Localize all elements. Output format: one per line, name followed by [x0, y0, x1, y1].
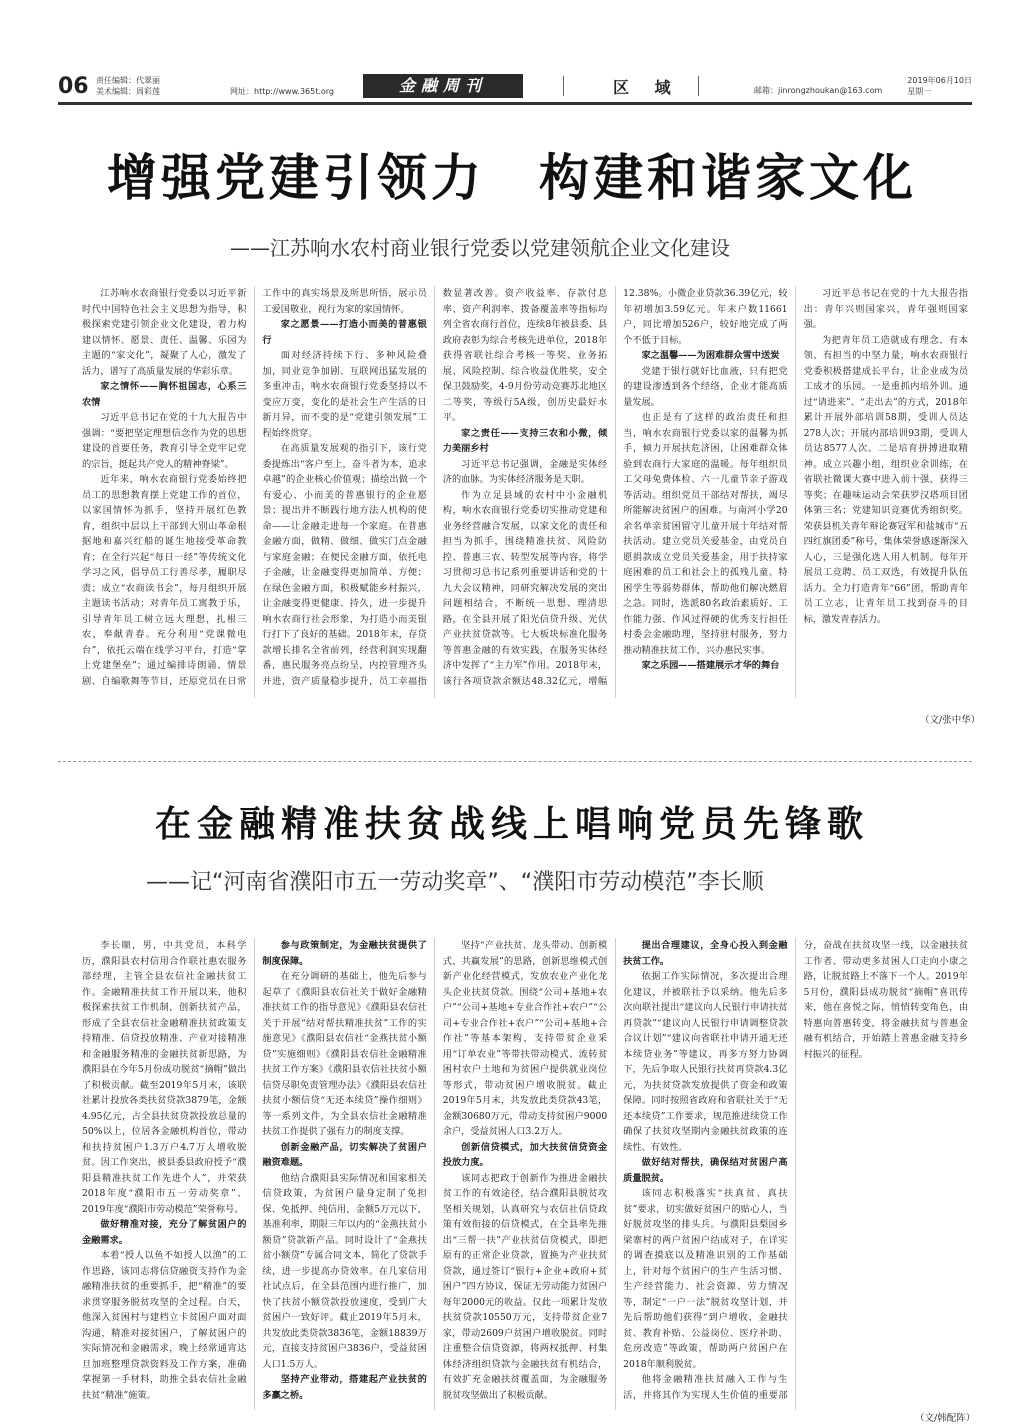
paragraph: 在高质量发展观的指引下，该行党委提炼出“客户至上，奋斗者为本，追求卓越”的企业核心价值观；描绘出做一个有爱心、小而美的普惠银行的企业愿景；提出并不断践行地方法人机构的使命——让金融走进每一个家庭。在普惠金融方面，做精、做细、做实门点金融与家庭金融；在便民金融方面，依托电子金融，让金融变得更加简单、方便；在绿色金融方面，积极赋能乡村振兴，让金融变得更健康、持久，进一步提升响水农商行社会形象，为打造小而美银行打下了良好的基础。2018年末，存贷款增长排名全省前列，经营利润实现翻番，惠民服务亮点纷呈，内控管理齐头并进，资产质量稳步提升，员工幸福指数显著改善。资产收益率、存款付息率、资产利润率、拨备覆盖率等指标均列全省农商行首位，连续8年被县委、县政府表彰为综合考核先进单位，2018年获得省联社综合考核一等奖、业务拓展、风险控制、综合收益优胜奖，安全保卫鼓励奖，4-9月份劳动竞赛苏北地区二等奖，等级行5A级，创历史最好水平。: [262, 288, 608, 687]
section-name: 区 域: [613, 78, 681, 97]
article2-byline: （文/韩配阵）: [915, 1413, 976, 1424]
section-heading: 坚持产业带动，搭建起产业扶贫的多赢之桥。: [262, 1374, 427, 1401]
paragraph: 该同志积极落实“扶真贫、真扶贫”要求，切实做好贫困户的贴心人，当好脱贫攻坚的排头兵。与濮阳县梨园乡梁寨村的两户贫困户结成对子，在详实的调查摸底以及精准识别的工作基础上，针对每个贫困户的生产生活习惯、生产经营能力、社会资源、劳力情况等，制定“一户一法”脱贫攻坚计划，并先后帮助他们获得“到户增收、金融扶贫、教育补贴、公益岗位、医疗补助、危房改造”等政策，帮助两户贫困户在2018年顺利脱贫。: [623, 1188, 788, 1370]
date-text: 2019年06月10日: [907, 76, 972, 85]
paragraph: 也正是有了这样的政治责任和担当，响水农商银行党委以家的温馨为抓手，倾力开展扶危济困，让困难群众体验到农商行大家庭的温暖。每年组织员工父母免费体检、六一儿童节亲子游戏等活动。组织党员干部结对帮扶，竭尽所能解决贫困户的困难。与南河小学20余名单亲贫困留守儿童开展十年结对帮扶活动。建立党员关爱基金，由党员自愿捐款成立党员关爱基金，用于扶持家庭困难的员工和社会上的孤残儿童、特困学生等弱势群体，帮助他们解决燃眉之急。同时，选派80名政治素质好、工作能力强、作风过得硬的优秀支行担任村委会金融助理，坚持驻村服务，努力推动精准扶贫工作，兴办惠民实事。: [623, 412, 788, 656]
section-heading: 做好结对帮扶，确保结对贫困户高质量脱贫。: [623, 1157, 788, 1184]
date-block: [907, 75, 972, 97]
section-heading: 家之愿景——打造小而美的普惠银行: [262, 319, 427, 346]
paragraph: 习近平总书记在党的十九大报告中强调：“要把坚定理想信念作为党的思想建设的首要任务，教育引导全党牢记党的宗旨，挺起共产党人的精神脊梁”。: [82, 412, 247, 470]
paragraph: 党建于银行就好比血液，只有把党的建设渗透到各个经络，企业才能高质量发展。: [623, 365, 788, 408]
section-heading: 参与政策制定，为金融扶贫提供了制度保障。: [262, 940, 427, 967]
paragraph: 习近平总书记在党的十九大报告指出：青年兴则国家兴，青年强则国家强。: [803, 288, 968, 330]
section-heading: 家之责任——支持三农和小微，倾力美丽乡村: [442, 427, 608, 454]
weekday-text: 星期一: [907, 87, 932, 96]
paragraph: 该同志把政于创新作为推进金融扶贫工作的有效途径，结合濮阳县脱贫攻坚相关规划，认真研究与农信社信贷政策有效衔接的信贷模式，在全县率先推出“三帮一扶”产业扶贫信贷模式，即把原有的正常企业贷款，置换为产业扶贫贷款，通过签订“银行+企业+政府+贫困户”四方协议，保证无劳动能力贫困户每年2000元的收益。仅此一项累计发放扶贫贷款10550万元，支持带贫企业7家，带动2609户贫困户增收脱贫。同时注重整合信贷资源，将两权抵押、村集体经济组织贷款与金融扶贫有机结合，有效扩充金融扶贫覆盖面，为金融服务脱贫攻坚做出了积极贡献。: [442, 1172, 608, 1401]
article2-subtitle: ——记“河南省濮阳市五一劳动奖章”、“濮阳市劳动模范”李长顺: [146, 870, 764, 895]
paragraph: 为把青年员工造就成有理念、有本领、有担当的中坚力量，响水农商银行党委积极搭建成长平台，让企业成为员工成才的乐园。一是重抓内培外训。通过“请进来”、“走出去”的方式，2018年累计开展外部培训58期，受训人员达278人次；开展内部培训93期，受训人员达8577人次。二是培育拼搏进取精神。成立兴趣小组，组织业余训练，在省联社微课大赛中进入前十强，获得三等奖；在趣味运动会荣获罗汉塔项目团体第三名；党建知识竞赛优秀组织奖。荣获县机关青年辩论赛冠军和盐城市“五四红旗团委”称号，集体荣誉感逐渐深入人心，三是强化选人用人机制。每年开展员工竞聘、员工双选，有效提升队伍活力。全力打造青年“66”团，帮助青年员工立志，让青年员工找到奋斗的目标，激发青春活力。: [803, 334, 968, 625]
header-divider: [563, 76, 564, 96]
section-heading: 提出合理建议，全身心投入到金融扶贫工作。: [623, 940, 788, 967]
paragraph: 李长顺，男，中共党员，本科学历，濮阳县农村信用合作联社惠农服务部经理，主管全县农信社金融扶贫工作。金融精准扶贫工作开展以来，他积极探索扶贫工作机制，创新扶贫产品，形成了全县农信社金融精准扶贫政策支持精准、信贷投放精准、产业对接精准和金融服务精准的金融扶贫新思路，为濮阳县在今年5月份成功脱贫“摘帽”做出了积极贡献。截至2019年5月末，该联社累计投放各类扶贫贷款3879笔，金额4.95亿元，占全县扶贫贷款投放总量的50%以上，位居各金融机构首位，带动和扶持贫困户1.3万户4.7万人增收脱贫。因工作突出，被县委县政府授予“濮阳县精准扶贫工作先进个人”，并荣获2018年度“濮阳市五一劳动奖章”、2019年度“濮阳市劳动模范”荣誉称号。: [82, 940, 247, 1215]
email-text: 邮箱：jinrongzhoukan@163.com: [754, 86, 883, 95]
section-heading: 创新信贷模式，加大扶贫信贷资金投放力度。: [442, 1141, 608, 1168]
paragraph: 在充分调研的基础上，他先后参与起草了《濮阳县农信社关于做好金融精准扶贫工作的指导意见》《濮阳县农信社关于开展“结对帮扶精准扶贫”工作的实施意见》《濮阳县农信社“金燕扶贫小额贷”实施细则》《濮阳县农信社金融精准扶贫工作方案》《濮阳县农信社扶贫小额信贷尽职免责管理办法》《濮阳县农信社扶贫小额信贷“无还本续贷”操作细则》等一系列文件，为全县农信社金融精准扶贫工作提供了强有力的制度支撑。: [262, 971, 427, 1137]
paragraph: 本着“授人以鱼不如授人以渔”的工作思路，该同志将信贷融资支持作为金融精准扶贫的重要抓手，把“精准”的要求贯穿服务脱贫攻坚的全过程。白天，他深入贫困村与建档立卡贫困户面对面沟通，精准对接贫困户，了解贫困户的实际情况和金融需求，晚上经常通宵达旦加班整理贷款资料及工作方案，准确掌握第一手材料，助推全县农信社金融扶贫“精准”施策。: [82, 1250, 247, 1401]
section-heading: 创新金融产品，切实解决了贫困户融资难题。: [262, 1141, 427, 1168]
paragraph: 作为立足县域的农村中小金融机构，响水农商银行党委切实推动党建和业务经营融合发展，以家文化的责任和担当为抓手，围绕精准扶贫、风险防控、普惠三农、转型发展等内容，将学习贯彻习总书记系列重要讲话和党的十九大会议精神，同研究解决发展的突出问题相结合，不断统一思想、理清思路，在全县开展了阳光信贷升级、光伏产业扶贫贷款等。七大板块标准化服务等普惠金融的有效实践，在服务实体经济中发挥了“主力军”作用。2018年末，该行各项贷款余额达48.32亿元，增幅12.38%。小微企业贷款36.39亿元，较年初增加3.59亿元。年末户数11661户，同比增加526户，较好地完成了两个不低于目标。: [442, 288, 788, 687]
header-divider: [698, 76, 699, 96]
section-heading: 家之情怀——胸怀祖国志，心系三农情: [82, 381, 247, 408]
paragraph: 江苏响水农商银行党委以习近平新时代中国特色社会主义思想为指导，积极探索党建引领企业文化建设，着力构建以情怀、愿景、责任、温馨、乐园为主题的“家文化”，凝聚了人心，激发了活力，谱写了高质量发展的华彩乐章。: [82, 288, 247, 377]
article2-body: [82, 938, 968, 1410]
paragraph: 坚持“产业扶贫、龙头带动、创新模式、共赢发展”的思路，创新思维模式创新产业化经营模式，发放农业产业化龙头企业扶贫贷款。围绕“公司+基地+农户”“公司+基地+专业合作社+农户”“公司+专业合作社+农户”“公司+基地+合作社”等基本架构，支持带贫企业采用“订单农业”等带扶带动模式、流转贫困村农户土地和为贫困户提供就业岗位等形式，带动贫困户增收脱贫。截止2019年5月末，共发放此类贷款43笔，金额30680万元，带动支持贫困户9000余户，受益贫困人口3.2万人。: [442, 940, 608, 1137]
article1-title: 增强党建引领力 构建和谐家文化: [107, 149, 917, 207]
masthead: 金融周刊: [363, 74, 523, 98]
page-number: 06: [58, 74, 89, 99]
page-header: [58, 72, 972, 105]
article1-subtitle: ——江苏响水农村商业银行党委以党建领航企业文化建设: [230, 236, 730, 260]
designer-line: 美术编辑：周彩莲: [96, 87, 160, 96]
article1-body: [82, 286, 968, 698]
section-heading: 家之乐园——搭建展示才华的舞台: [641, 660, 780, 671]
editor-credits: [96, 75, 160, 97]
article-divider: [58, 761, 972, 762]
paragraph: 近年来，响水农商银行党委始终把员工的思想教育摆上党建工作的首位，以家国情怀为抓手，坚持开展红色教育，组织中层以上干部到大别山革命根据地和嘉兴红船的诞生地接受革命教育；在全行兴起“每日一经”等传统文化学习之风，倡导员工行善尽孝，履职尽责；成立“农商读书会”，每月组织开展主题读书活动；对青年员工寓教于乐，引导青年员工树立远大理想，扎根三农，奉献青春。充分利用“党课微电台”，依托云端在线学习平台，打造“掌上党建堡垒”；通过编排诗朗诵、情景剧、自编歌舞等节目，还原党员在日常工作中的真实场景及所思所悟，展示员工爱国敬业，视行为家的家国情怀。: [82, 288, 427, 687]
section-heading: 做好精准对接，充分了解贫困户的金融需求。: [82, 1219, 247, 1246]
paragraph: 依据工作实际情况，多次提出合理化建议，并被联社予以采纳。他先后多次向联社提出“建议向人民银行申请扶贫再贷款”“建议向人民银行申请调整贷款合议计划”“建议向省联社申请开通无还本续贷业务”等建议，再多方努力协调下，先后争取人民银行扶贫再贷款4.3亿元，为扶贫贷款发放提供了资金和政策保障。同时按照省政府和省联社关于“无还本续贷”工作要求，规范推进续贷工作确保了扶贫攻坚期内金融扶贫政策的连续性、有效性。: [623, 971, 788, 1153]
section-heading: 家之温馨——为困难群众雪中送炭: [641, 350, 780, 361]
editor-line: 责任编辑：代翠丽: [96, 76, 160, 85]
article2-title: 在金融精准扶贫战线上唱响党员先锋歌: [154, 804, 869, 845]
article1-byline: （文/张中华）: [920, 715, 981, 726]
website-text: 网址：http://www.365t.org: [230, 87, 335, 96]
paragraph: 他结合濮阳县实际情况和国家相关信贷政策，为贫困户量身定制了免担保、免抵押、纯信用，金额5万元以下，基准利率，期限三年以内的“金燕扶贫小额贷”贷款新产品。同时设计了“金燕扶贫小额贷”专属合同文本，简化了贷款手续，进一步提高办贷效率。在几家信用社试点后，在全县范围内进行推广，加快了扶贫小额贷款投放速度，受到广大贫困户一致好评。截止2019年5月末，共发放此类贷款3836笔，金额18839万元，直接支持贫困户3836户，受益贫困人口1.5万人。: [262, 1172, 427, 1370]
paragraph: 面对经济持续下行、多种风险叠加，同业竞争加剧、互联网迅猛发展的多重冲击，响水农商银行党委坚持以不变应万变，变化的是社会生产生活的日新月异，而不变的是“党建引领发展”工程始终贯穿。: [262, 350, 427, 439]
paragraph: 习近平总书记强调，金融是实体经济的血脉。为实体经济服务是天职。: [442, 458, 608, 485]
paragraph: 他将金融精准扶贫融入工作与生活，并将其作为实现人生价值的重要部分，奋战在扶贫攻坚一线，以金融扶贫工作者、带动更多贫困人口走向小康之路，让脱贫路上不落下一个人。2019年5月份，濮阳县成功脱贫“摘帽”喜讯传来，他在喜悦之际，悄悄转变角色，由特惠向普惠转变，将金融扶贫与普惠金融有机结合，开始踏上普惠金融支持乡村振兴的征程。: [623, 940, 968, 1401]
